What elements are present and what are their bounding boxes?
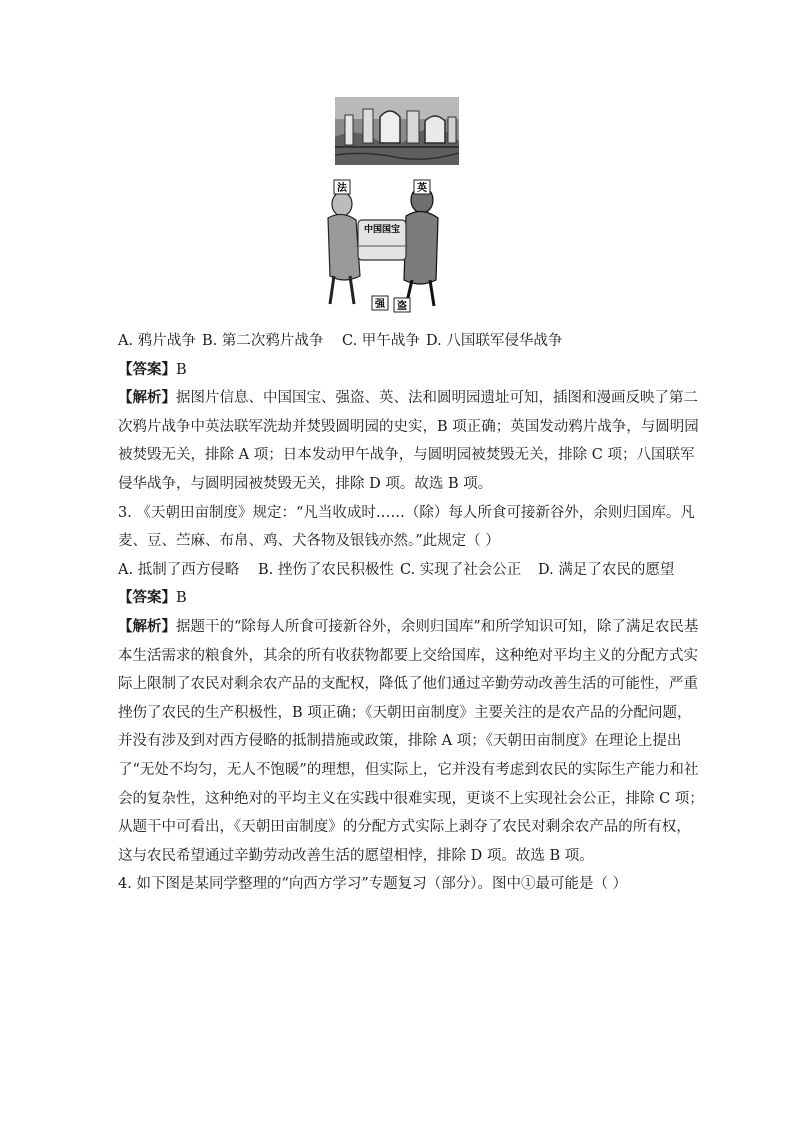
cartoon-label-center: 中国国宝 bbox=[363, 225, 401, 235]
q2-answer-value: B bbox=[176, 361, 187, 378]
q2-option-b: B. 第二次鸦片战争 bbox=[202, 333, 324, 349]
q4-stem: 4. 如下图是某同学整理的“向西方学习”专题复习（部分）。图中①最可能是（ ） bbox=[118, 876, 628, 893]
q3-analysis-line-6: 了“无处不均匀，无人不饱暖”的理想，但实际上，它并没有考虑到农民的实际生产能力和社 bbox=[118, 761, 699, 778]
q3-answer-value: B bbox=[176, 590, 187, 607]
q3-option-d: D. 满足了农民的愿望 bbox=[538, 561, 675, 578]
q3-answer bbox=[118, 584, 683, 613]
q2-analysis-text-1: 据图片信息、中国国宝、强盗、英、法和圆明园遗址可知，插图和漫画反映了第二 bbox=[176, 390, 698, 407]
cartoon-label-right: 英 bbox=[417, 183, 427, 194]
q3-analysis-label: 【解析】 bbox=[118, 617, 176, 635]
q3-analysis-line-2: 本生活需求的粮食外，其余的所有收获物都要上交给国库，这种绝对平均主义的分配方式实 bbox=[118, 647, 698, 664]
q3-analysis-line-9: 这与农民希望通过辛勤劳动改善生活的愿望相悖，排除 D 项。故选 B 项。 bbox=[118, 847, 594, 864]
cartoon-label-bottom-2: 盗 bbox=[397, 301, 407, 312]
q3-option-c: C. 实现了社会公正 bbox=[400, 561, 522, 578]
ruins-photo bbox=[335, 97, 459, 165]
q3-analysis-line-3: 际上限制了农民对剩余农产品的支配权，降低了他们通过辛勤劳动改善生活的可能性，严重 bbox=[118, 676, 698, 693]
q2-analysis-line-3: 被焚毁无关，排除 A 项；日本发动甲午战争，与圆明园被焚毁无关，排除 C 项；八国联军 bbox=[118, 447, 695, 464]
q3-analysis-line-8: 从题干中可看出，《天朝田亩制度》的分配方式实际上剥夺了农民对剩余农产品的所有权， bbox=[118, 819, 691, 836]
q2-block bbox=[118, 327, 704, 899]
q2-option-c: C. 甲午战争 bbox=[342, 333, 420, 349]
q2-answer bbox=[118, 356, 683, 385]
q3-option-a: A. 抵制了西方侵略 bbox=[118, 561, 240, 578]
q3-analysis-line-7: 会的复杂性，这种绝对的平均主义在实践中很难实现，更谈不上实现社会公正，排除 C 项； bbox=[118, 790, 704, 807]
q2-answer-label: 【答案】 bbox=[118, 360, 176, 378]
q2-analysis-line-4: 侵华战争，与圆明园被焚毁无关，排除 D 项。故选 B 项。 bbox=[118, 475, 493, 492]
cartoon-label-left: 法 bbox=[337, 183, 347, 194]
q3-options bbox=[118, 556, 683, 585]
q3-stem-line-1: 3. 《天朝田亩制度》规定：“凡当收成时……（除）每人所食可接新谷外，余则归国库。凡 bbox=[118, 504, 695, 521]
q2-analysis-line-2: 次鸦片战争中英法联军洗劫并焚毁圆明园的史实，B 项正确；英国发动鸦片战争，与圆明园 bbox=[118, 418, 699, 435]
q3-stem-line-2: 麦、豆、苎麻、布帛、鸡、犬各物及银钱亦然。”此规定（ ） bbox=[118, 533, 500, 550]
q2-options bbox=[118, 327, 683, 356]
q3-answer-label: 【答案】 bbox=[118, 589, 176, 607]
q2-option-d: D. 八国联军侵华战争 bbox=[426, 333, 563, 349]
q3-analysis-line-1 bbox=[118, 613, 699, 642]
q2-analysis-line-1 bbox=[118, 384, 698, 413]
cartoon-label-bottom-1: 强 bbox=[375, 299, 385, 310]
q3-option-b: B. 挫伤了农民积极性 bbox=[258, 561, 394, 578]
q3-analysis-line-5: 并没有涉及到对西方侵略的抵制措施或政策，排除 A 项；《天朝田亩制度》在理论上提出 bbox=[118, 733, 682, 750]
q2-analysis-label: 【解析】 bbox=[118, 389, 176, 407]
q3-analysis-text-1: 据题干的“除每人所食可接新谷外，余则归国库”和所学知识可知，除了满足农民基 bbox=[176, 618, 699, 635]
q2-option-a: A. 鸦片战争 bbox=[118, 333, 196, 349]
cartoon-illustration bbox=[320, 176, 444, 316]
q3-analysis-line-4: 挫伤了农民的生产积极性，B 项正确；《天朝田亩制度》主要关注的是农产品的分配问题， bbox=[118, 704, 692, 721]
